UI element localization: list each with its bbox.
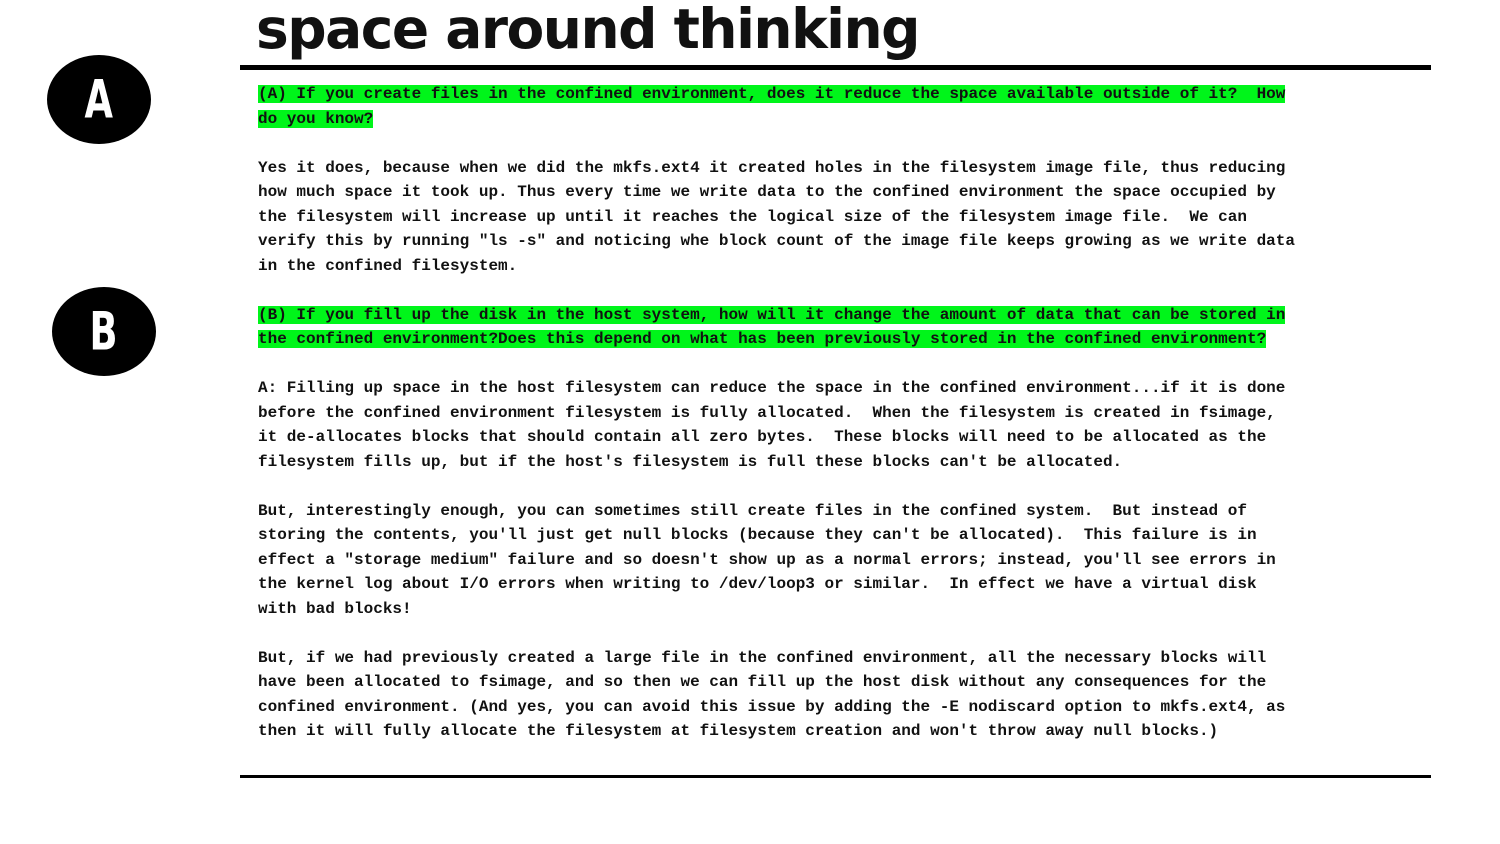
answer-b-line: A: Filling up space in the host filesystem can reduce the space in the confined environment...if it is done [258,379,1286,397]
answer-b-line: But, interestingly enough, you can sometimes still create files in the confined system. But instead of [258,501,1247,520]
answer-b-line: effect a "storage medium" failure and so doesn't show up as a normal errors; instead, you'll see errors in [258,550,1276,569]
badge-a-letter: A [84,67,114,130]
answer-b-part-3 [258,646,1418,744]
question-b-line: (B) If you fill up the disk in the host system, how will it change the amount of data that can be stored in [258,305,1286,324]
answer-b-line: storing the contents, you'll just get null blocks (because they can't be allocated). This failure is in [258,526,1257,544]
answer-b-line: have been allocated to fsimage, and so then we can fill up the host disk without any consequences for the [258,673,1267,691]
answer-b-part-1 [258,376,1418,474]
question-b-line: the confined environment?Does this depend on what has been previously stored in the confined environment? [258,330,1267,348]
badge-b [52,287,156,376]
answer-b-line: before the confined environment filesystem is fully allocated. When the filesystem is created in fsimage, [258,403,1276,422]
question-a-line: (A) If you create files in the confined environment, does it reduce the space available outside of it? How [258,85,1286,103]
question-a-line: do you know? [258,109,374,128]
answer-b-line: then it will fully allocate the filesystem at filesystem creation and won't throw away null blocks.) [258,722,1219,740]
answer-b-line: with bad blocks! [258,599,412,618]
answer-a-line: verify this by running "ls -s" and noticing whe block count of the image file keeps growing as we write data [258,232,1295,250]
bottom-rule [240,775,1431,778]
answer-a [258,156,1418,279]
slide-title: space around thinking [256,0,920,61]
answer-b-line: the kernel log about I/O errors when writing to /dev/loop3 or similar. In effect we have a virtual disk [258,575,1257,593]
slide-content [258,82,1418,768]
answer-b-line: it de-allocates blocks that should contain all zero bytes. These blocks will need to be allocated as the [258,428,1267,446]
answer-a-line: the filesystem will increase up until it reaches the logical size of the filesystem image file. We can [258,207,1247,226]
answer-b-line: confined environment. (And yes, you can avoid this issue by adding the -E nodiscard option to mkfs.ext4, as [258,697,1286,716]
top-rule [240,65,1431,70]
answer-b-line: filesystem fills up, but if the host's filesystem is full these blocks can't be allocated. [258,452,1123,471]
question-a [258,82,1418,131]
answer-a-line: how much space it took up. Thus every time we write data to the confined environment the space occupied by [258,183,1276,201]
answer-a-line: Yes it does, because when we did the mkfs.ext4 it created holes in the filesystem image file, thus reducing [258,158,1286,177]
answer-b-line: But, if we had previously created a large file in the confined environment, all the necessary blocks will [258,648,1267,667]
answer-b-part-2 [258,499,1418,622]
question-b [258,303,1418,352]
badge-b-letter: B [89,299,119,362]
badge-a [47,55,151,144]
answer-a-line: in the confined filesystem. [258,256,518,275]
